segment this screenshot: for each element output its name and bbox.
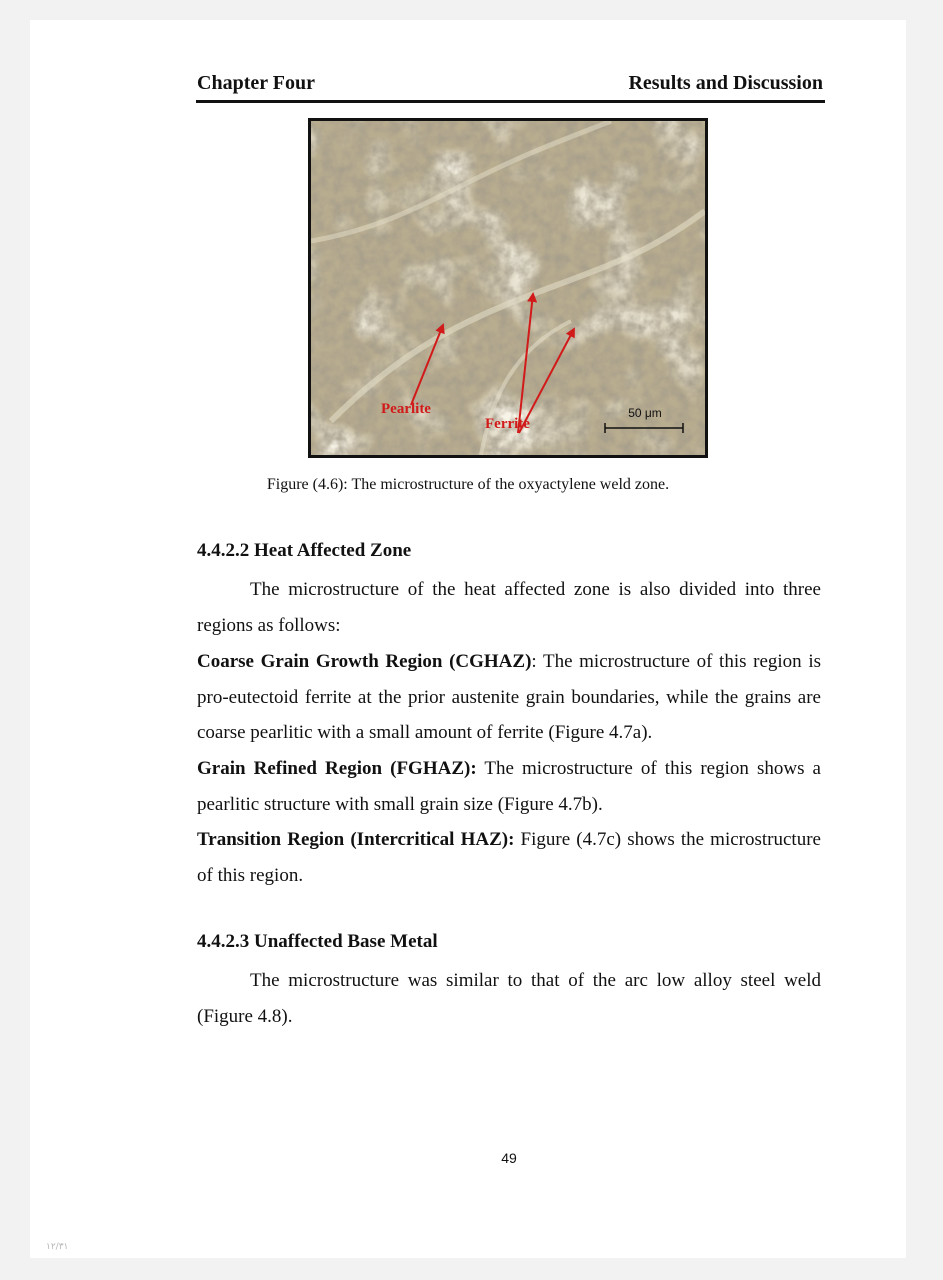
micrograph-figure	[308, 118, 708, 458]
ferrite-label: Ferrite	[485, 416, 530, 432]
section-title: Results and Discussion	[628, 72, 823, 94]
base-metal-paragraph	[197, 963, 821, 1034]
base-metal-heading: 4.4.2.3 Unaffected Base Metal	[197, 931, 438, 952]
ichaz-paragraph	[197, 822, 821, 893]
fghaz-term: Grain Refined Region (FGHAZ):	[197, 758, 477, 779]
corner-page-label: ١٢/٣١	[46, 1242, 69, 1252]
page-number: 49	[501, 1150, 517, 1166]
figure-caption: Figure (4.6): The microstructure of the oxyactylene weld zone.	[266, 476, 670, 493]
cghaz-text: : The microstructure of this region is pro-eutectoid ferrite at the prior austenite grain boundaries, while the grains are coarse pearlitic with a small amount of ferrite (Figure 4.7a).	[197, 651, 821, 744]
ichaz-text: Figure (4.7c) shows the microstructure of this region.	[197, 829, 821, 886]
chapter-title: Chapter Four	[197, 72, 315, 94]
ichaz-term: Transition Region (Intercritical HAZ):	[197, 829, 515, 850]
cghaz-paragraph	[197, 644, 821, 751]
haz-intro-paragraph	[197, 572, 821, 643]
haz-intro-text: The microstructure of the heat affected zone is also divided into three regions as follows:	[197, 579, 821, 636]
page-header	[196, 72, 825, 103]
pearlite-label: Pearlite	[381, 401, 431, 417]
micrograph-image	[311, 121, 705, 455]
fghaz-paragraph	[197, 751, 821, 822]
base-metal-text: The microstructure was similar to that of the arc low alloy steel weld (Figure 4.8).	[197, 970, 821, 1027]
cghaz-term: Coarse Grain Growth Region (CGHAZ)	[197, 651, 532, 672]
fghaz-text: The microstructure of this region shows a pearlitic structure with small grain size (Figure 4.7b).	[197, 758, 821, 815]
haz-heading: 4.4.2.2 Heat Affected Zone	[197, 540, 412, 561]
document-page	[30, 20, 906, 1258]
scale-bar-label: 50 μm	[628, 406, 662, 420]
